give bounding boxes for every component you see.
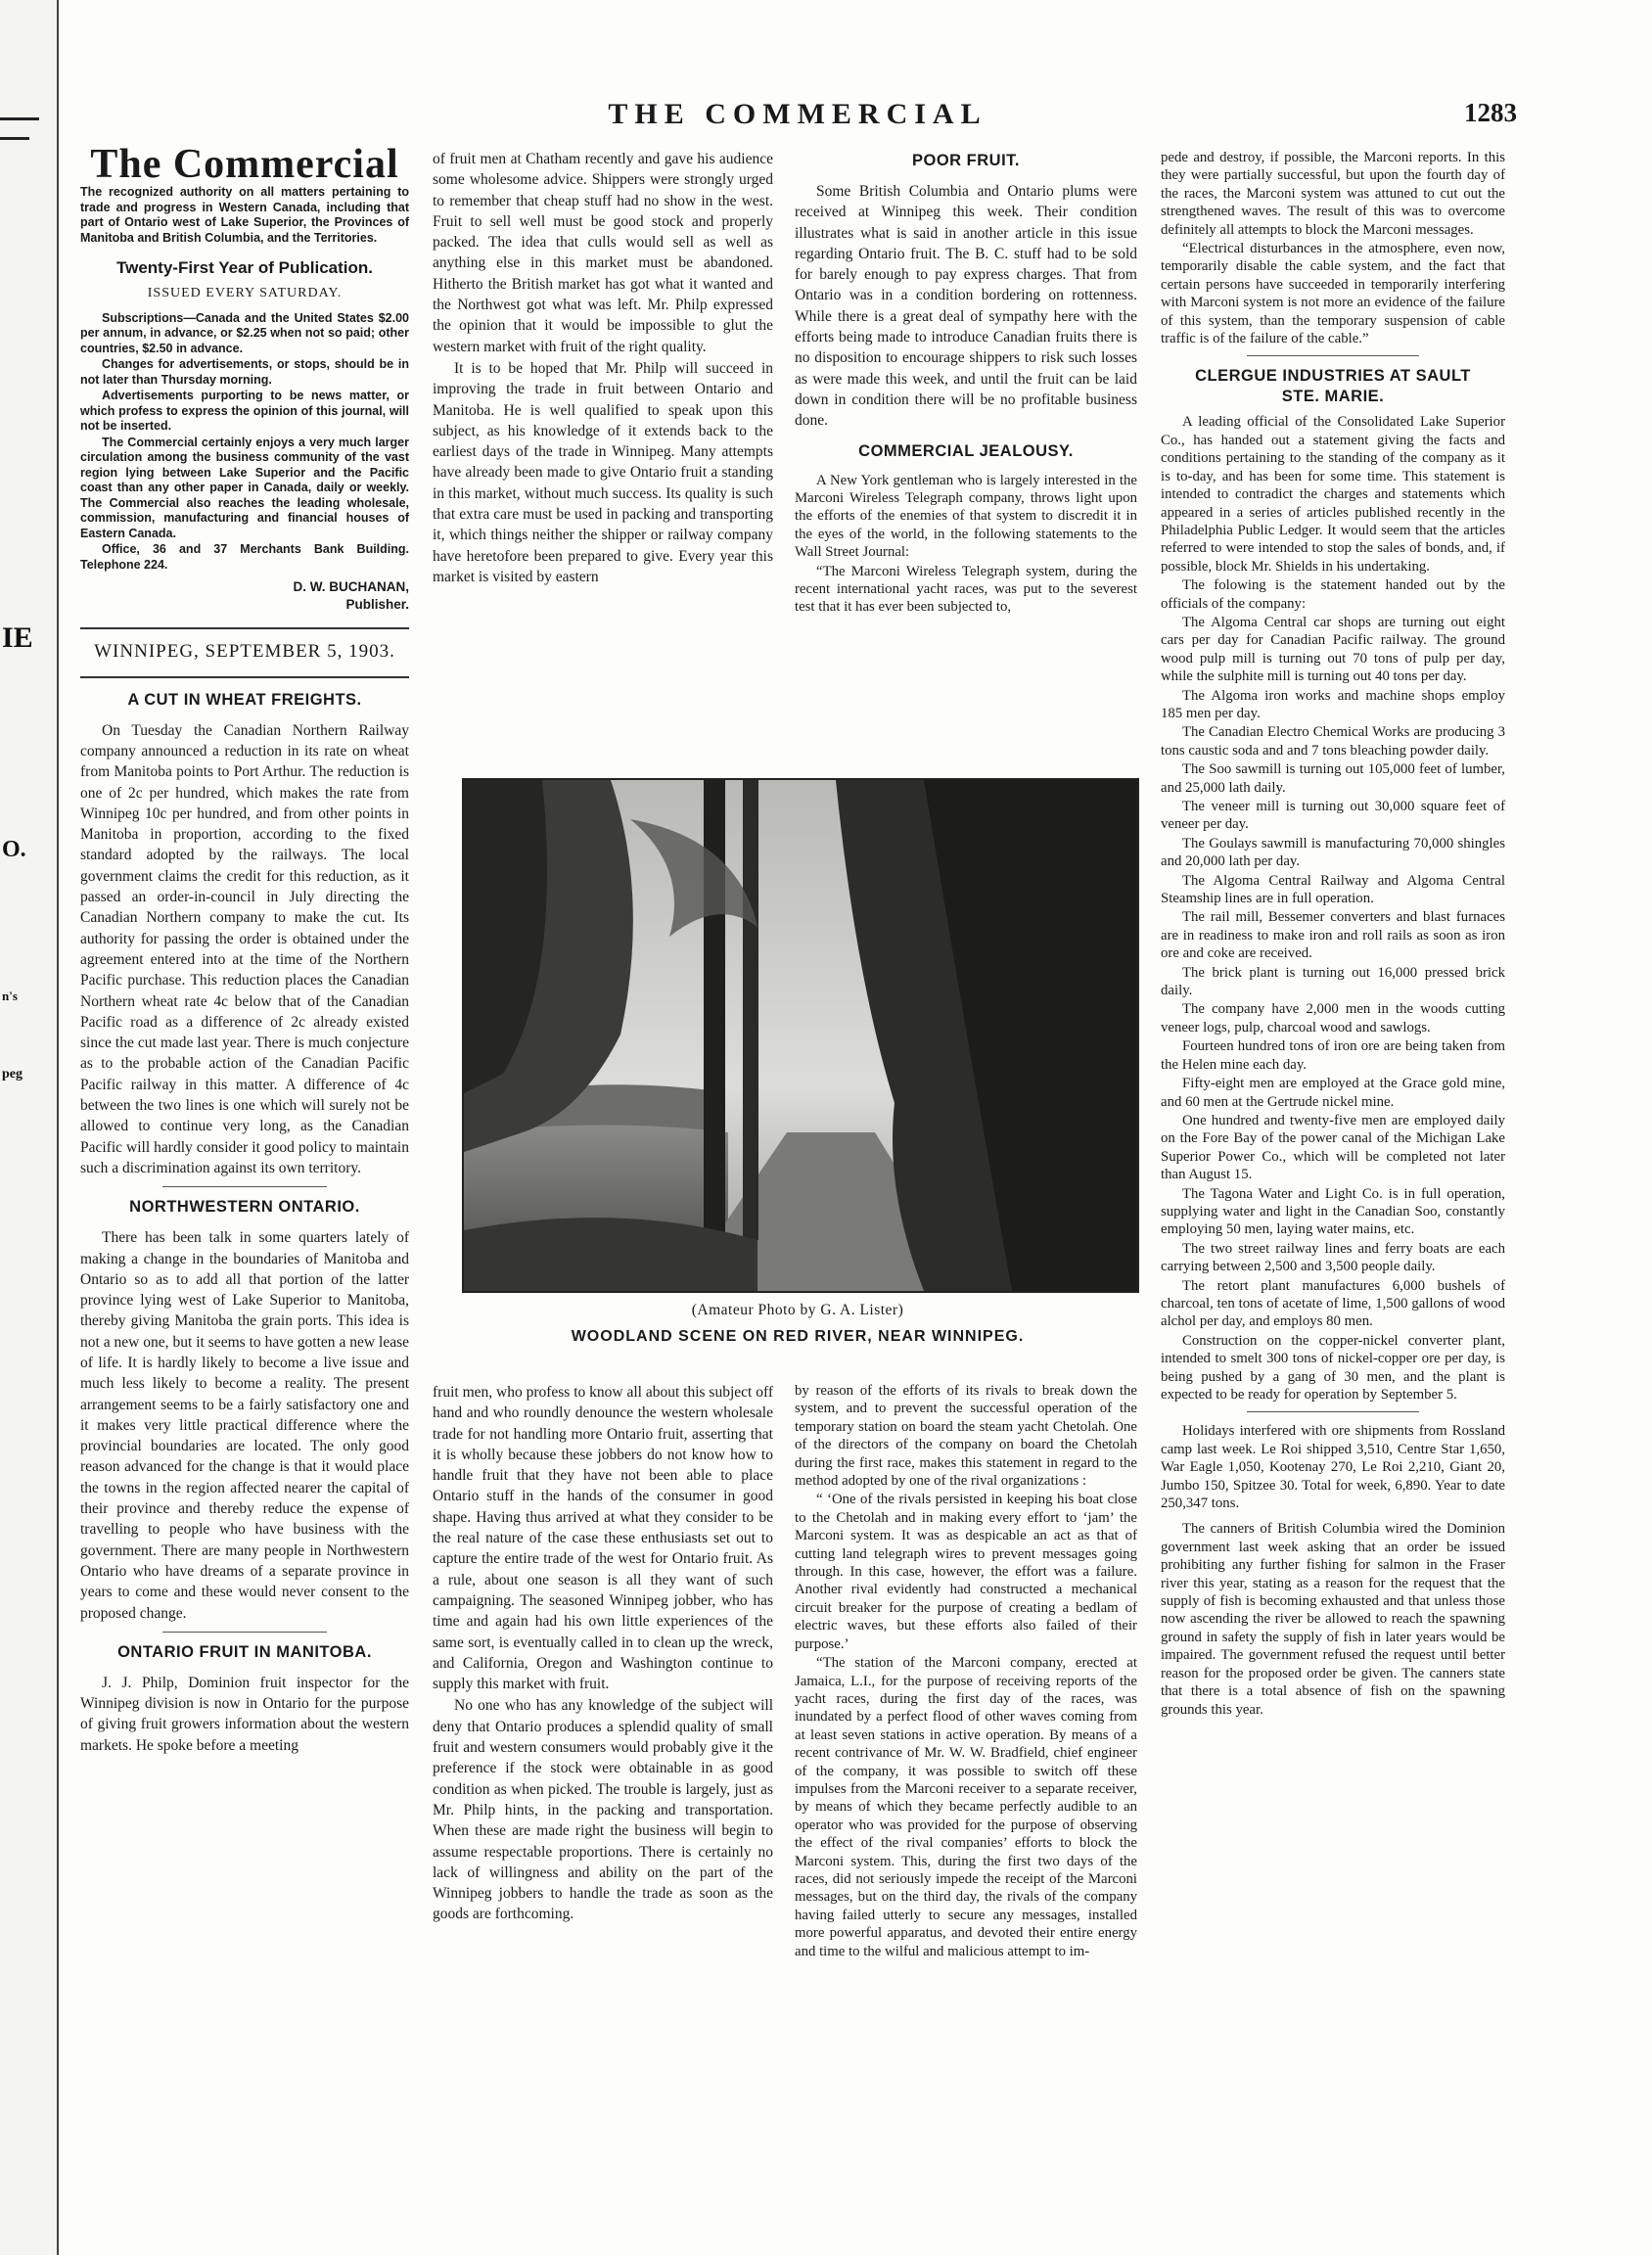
column-4 xyxy=(1161,149,1505,1719)
publication-year: Twenty-First Year of Publication. xyxy=(116,258,373,278)
article-paragraph: “The station of the Marconi company, erected at Jamaica, L.I., for the purpose of receiving reports of the yacht races, during the first day of the races, was inundated by a perfect flood of other waves coming from at least seven stations in active operation. By means of a recent contrivance of Mr. W. W. Bradfield, chief engineer of the company, it was possible to switch off these impulses from the Marconi receiver to a separate receiver, by means of which they became perfectly audible to an operator who was provided for the purpose of observing the effect of the rival companies’ efforts to block the Marconi system. This, during the first two days of the races, did not seriously impede the receipt of the Marconi messages, but on the third day, the rivals of the company having failed utterly to secure any messages, installed more powerful apparatus, and devoted their entire energy and time to the wilful and malicious attempt to im- xyxy=(795,1655,1137,1959)
article-paragraph: pede and destroy, if possible, the Marconi reports. In this they were partially successful, but upon the fourth day of the races, the Marconi system was attuned to cut out the strengthened waves. The result of this was to overcome definitely all attempts to block the Marconi messages. xyxy=(1161,150,1505,238)
edge-fragment: n's xyxy=(2,989,18,1003)
article-paragraph: The rail mill, Bessemer converters and blast furnaces are in readiness to make iron and roll rails as soon as iron ore and coke are received. xyxy=(1161,909,1505,962)
column-1 xyxy=(80,142,409,1756)
article-paragraph: The Algoma Central Railway and Algoma Central Steamship lines are in full operation. xyxy=(1161,872,1505,907)
changes-note: Changes for advertisements, or stops, should be in not later than Thursday morning. xyxy=(80,357,409,387)
section-rule xyxy=(80,627,409,629)
article-heading: A CUT IN WHEAT FREIGHTS. xyxy=(127,690,362,709)
running-head xyxy=(78,98,1517,137)
photo-credit: (Amateur Photo by G. A. Lister) xyxy=(691,1302,904,1318)
subscriptions-note: Subscriptions—Canada and the United States $2.00 per annum, in advance, or $2.25 when not so paid; other countries, $2.50 in advance. xyxy=(80,310,409,355)
column-3-bottom xyxy=(795,1382,1137,1960)
publisher-title: Publisher. xyxy=(345,597,409,613)
article-paragraph: The veneer mill is turning out 30,000 square feet of veneer per day. xyxy=(1161,799,1505,833)
edge-fragment: O. xyxy=(2,837,26,862)
article-paragraph: “Electrical disturbances in the atmosphere, even now, temporarily disable the cable system, and the fact that certain persons have succeeded in temporarily interfering with Marconi system is not more an evidence of the failure of this system, than the temporary suspension of cable traffic is of the failure of the cable.” xyxy=(1161,241,1505,347)
article-paragraph: The canners of British Columbia wired the Dominion government last week asking that an order be issued prohibiting any further fishing for salmon in the Fraser river this year, stating as a reason for the request that the supply of fish is becoming exhausted and that unless those now ascending the river be allowed to reach the spawning ground in safety the supply of fish in later years would be impaired. The government refused the request until better reason for the proposed order be given. The canners state that there is a total absence of fish on the spawning grounds this year. xyxy=(1161,1521,1505,1718)
article-divider xyxy=(1247,355,1419,356)
article-paragraph: There has been talk in some quarters lately of making a change in the boundaries of Manitoba and Ontario so as to add all that portion of the latter province lying west of Lake Superior to Manitoba, thereby giving Manitoba the grain ports. This idea is not a new one, but it seems to have gotten a new lease of life. It is hardly likely to become a live issue and much less likely to become a reality. The present arrangement seems to be a fairly satisfactory one and it makes very little practical difference where the provincial boundaries are located. The only good reason advanced for the change is that it would place the towns in the region affected nearer the capital of their province and thereby reduce the expense of travelling to people who have business with the government. There are many people in Northwestern Ontario who have dreams of a separate province in years to come and these would never consent to the proposed change. xyxy=(80,1229,409,1622)
edge-rule xyxy=(0,117,39,120)
article-paragraph: “ ‘One of the rivals persisted in keeping his boat close to the Chetolah and in making every effort to ‘jam’ the Marconi system. It was as despicable an act as that of cutting land telegraph wires to prevent messages going through. In this case, however, the effort was a failure. Another rival evidently had constructed a mechanical circuit breaker for the purpose of creating a bedlam of electric waves, but these efforts also failed of their purpose.’ xyxy=(795,1492,1137,1652)
article-paragraph: A leading official of the Consolidated Lake Superior Co., has handed out a statement giving the facts and conditions pertaining to the standing of the company as it is to-day, and has been for some time. This statement is intended to contradict the charges and statements which appeared in a series of articles published recently in the Philadelphia Public Ledger. It would seem that the articles referred to were intended to stop the sales of bonds, and, if possible, block Mr. Shields in his undertaking. xyxy=(1161,414,1505,575)
article-paragraph: Fourteen hundred tons of iron ore are being taken from the Helen mine each day. xyxy=(1161,1038,1505,1073)
office-note: Office, 36 and 37 Merchants Bank Building. Telephone 224. xyxy=(80,542,409,572)
article-paragraph: The brick plant is turning out 16,000 pressed brick daily. xyxy=(1161,964,1505,999)
column-2-bottom xyxy=(433,1382,773,1925)
article-paragraph: fruit men, who profess to know all about this subject off hand and who roundly denounce the western wholesale trade for not handling more Ontario fruit, asserting that it is wholly because these jobbers do not know how to handle fruit that they have not been able to place Ontario stuff in the hands of the consumer in good shape. Having thus arrived at what they consider to be the real nature of the case these enthusiasts set out to capture the entire trade of the west for Ontario fruit. As a rule, about one season is all they want of such campaigning. The seasoned Winnipeg jobber, who has time and again had his own little experiences of the same sort, is eventually called in to clean up the wreck, and California, Oregon and Washington continue to supply this market with fruit. xyxy=(433,1384,773,1693)
article-paragraph: Holidays interfered with ore shipments from Rossland camp last week. Le Roi shipped 3,510, Centre Star 1,650, War Eagle 1,050, Kootenay 270, Le Roi 2,210, Giant 20, Jumbo 150, Spitzee 30. Total for week, 6,890. Year to date 250,347 tons. xyxy=(1161,1423,1505,1512)
article-paragraph: The Soo sawmill is turning out 105,000 feet of lumber, and 25,000 lath daily. xyxy=(1161,761,1505,796)
column-2-top xyxy=(433,149,773,587)
circulation-note: The Commercial certainly enjoys a very much larger circulation among the business community of the vast region lying between Lake Superior and the Pacific coast than any other paper in Canada, daily or weekly. The Commercial also reaches the leading wholesale, commission, manufacturing and financial houses of Eastern Canada. xyxy=(80,435,409,540)
woodland-photo xyxy=(462,778,1139,1293)
article-paragraph: Construction on the copper-nickel converter plant, intended to smelt 300 tons of nickel-copper ore per day, is being pushed by a gang of 30 men, and the plant is expected to be ready for operation by September 5. xyxy=(1161,1332,1505,1403)
publisher-signature xyxy=(80,578,409,614)
article-heading: POOR FRUIT. xyxy=(911,152,1020,169)
advertisements-note: Advertisements purporting to be news matter, or which profess to express the opinion of this journal, will not be inserted. xyxy=(80,389,409,434)
article-paragraph: The company have 2,000 men in the woods cutting veneer logs, pulp, charcoal wood and sawlogs. xyxy=(1161,1001,1505,1035)
photo-caption: WOODLAND SCENE ON RED RIVER, NEAR WINNIPEG. xyxy=(571,1328,1025,1345)
article-paragraph: J. J. Philp, Dominion fruit inspector for the Winnipeg division is now in Ontario for the purpose of giving fruit growers information about the western markets. He spoke before a meeting xyxy=(80,1674,409,1754)
article-paragraph: A New York gentleman who is largely interested in the Marconi Wireless Telegraph company, throws light upon the efforts of the enemies of that system to discredit it in the eyes of the world, in the following statements to the Wall Street Journal: xyxy=(795,472,1137,561)
masthead-title: The Commercial xyxy=(90,142,399,187)
article-heading: NORTHWESTERN ONTARIO. xyxy=(129,1198,360,1217)
article-paragraph: The Algoma iron works and machine shops employ 185 men per day. xyxy=(1161,687,1505,721)
adjacent-page-edge xyxy=(0,0,59,2255)
article-paragraph: Some British Columbia and Ontario plums were received at Winnipeg this week. Their condition illustrates what is said in another article in this issue regarding Ontario fruit. The B. C. stuff had to be sold for barely enough to pay express charges. That from Ontario was in a condition bordering on rottenness. While there is a great deal of sympathy here with the efforts being made to introduce Canadian fruits there is no disposition to encourage shippers to risk such losses as were made this week, and until the fruit can be laid down in condition there will be no profitable business done. xyxy=(795,183,1137,430)
column-3-top xyxy=(795,149,1137,617)
article-paragraph: Fifty-eight men are employed at the Grace gold mine, and 60 men at the Gertrude nickel mine. xyxy=(1161,1076,1505,1110)
article-divider xyxy=(1247,1411,1419,1412)
article-paragraph: The folowing is the statement handed out by the officials of the company: xyxy=(1161,577,1505,612)
heading-line: STE. MARIE. xyxy=(1281,388,1385,406)
article-paragraph: “The Marconi Wireless Telegraph system, during the recent international yacht races, was put to the severest test that it has ever been subjected to, xyxy=(795,563,1137,616)
article-heading: ONTARIO FRUIT IN MANITOBA. xyxy=(117,1642,372,1661)
article-paragraph: The retort plant manufactures 6,000 bushels of charcoal, ten tons of acetate of lime, 1,500 gallons of wood alchol per day, and employs 80 men. xyxy=(1161,1277,1505,1330)
dateline: WINNIPEG, SEPTEMBER 5, 1903. xyxy=(94,641,395,663)
article-paragraph: The Goulays sawmill is manufacturing 70,000 shingles and 20,000 lath per day. xyxy=(1161,835,1505,870)
photo-block xyxy=(431,778,1165,1365)
article-paragraph: of fruit men at Chatham recently and gave his audience some wholesome advice. Shippers were strongly urged to remember that cheap stuff had no show in the west. Fruit to sell well must be good stock and properly packed. The idea that culls would sell as well as anything else in this market must be abandoned. Hitherto the British market has got what it wanted and the Northwest got what was left. Mr. Philp expressed the opinion that it would be impossible to glut the western market with fruit of the right quality. xyxy=(433,151,773,355)
running-title: THE COMMERCIAL xyxy=(608,98,987,130)
heading-line: CLERGUE INDUSTRIES AT SAULT xyxy=(1195,367,1471,386)
article-paragraph: On Tuesday the Canadian Northern Railway company announced a reduction in its rate on wheat from Manitoba points to Port Arthur. The reduction is one of 2c per hundred, which makes the rate from Winnipeg 10c per hundred, and from other points in Manitoba in proportion, according to the fixed standard adopted by the railways. The local government claims the credit for this reduction, as it passed an order-in-council in July directing the Canadian Northern company to make the cut. Its authority for passing the order is obtained under the agreement entered into at the time of the Northern Pacific purchase. This reduction places the Canadian Northern wheat rate 4c below that of the Canadian Pacific road as a difference of 2c already existed since the cut made last year. There is much conjecture as to the probable action of the Canadian Pacific Pacific railway in this matter. A difference of 4c between the two lines is one which will surely not be allowed to continue very long, as the Canadian Pacific will hardly consider it good policy to maintain such a discrimination against its own territory. xyxy=(80,721,409,1176)
article-paragraph: The Tagona Water and Light Co. is in full operation, supplying water and light in the Canadian Soo, constantly employing 50 men, laying water mains, etc. xyxy=(1161,1185,1505,1238)
article-divider xyxy=(162,1632,327,1633)
woodland-photo-image xyxy=(464,780,1137,1291)
issue-frequency: ISSUED EVERY SATURDAY. xyxy=(147,285,343,300)
article-paragraph: The two street railway lines and ferry boats are each carrying between 2,500 and 3,500 people daily. xyxy=(1161,1240,1505,1275)
article-paragraph: One hundred and twenty-five men are employed daily on the Fore Bay of the power canal of the Michigan Lake Superior Power Co., which will be completed not later than August 15. xyxy=(1161,1112,1505,1183)
article-paragraph: The Algoma Central car shops are turning out eight cars per day for Canadian Pacific railway. The ground wood pulp mill is turning out 70 tons of pulp per day, while the sulphite mill is turning out 40 tons per day. xyxy=(1161,614,1505,685)
article-heading: COMMERCIAL JEALOUSY. xyxy=(858,441,1074,460)
page-number: 1283 xyxy=(1464,98,1517,127)
edge-fragment: peg xyxy=(2,1067,23,1081)
article-divider xyxy=(162,1186,327,1187)
article-paragraph: by reason of the efforts of its rivals to break down the system, and to prevent the successful operation of the temporary station on board the steam yacht Chetolah. One of the directors of the company on board the Chetolah during the first race, makes this statement in regard to the method adopted by one of the rival organizations : xyxy=(795,1383,1137,1490)
section-rule xyxy=(80,676,409,678)
article-paragraph: The Canadian Electro Chemical Works are producing 3 tons caustic soda and and 7 tons bleaching powder daily. xyxy=(1161,724,1505,759)
edge-fragment: IE xyxy=(2,621,33,654)
article-paragraph: No one who has any knowledge of the subject will deny that Ontario produces a splendid quality of small fruit and western consumers would probably give it the preference if the stock were obtainable in as good condition as when picked. The trouble is largely, just as Mr. Philp hints, in the packing and transportation. When these are made right the business will begin to assume respectable proportions. There is certainly no lack of willingness and ability on the part of the Winnipeg jobbers to handle the trade as soon as the goods are forthcoming. xyxy=(433,1697,773,1923)
publisher-name: D. W. BUCHANAN, xyxy=(293,579,409,595)
edge-rule xyxy=(0,137,29,140)
article-heading xyxy=(1161,366,1505,407)
masthead-blurb: The recognized authority on all matters pertaining to trade and progress in Western Canada, including that part of Ontario west of Lake Superior, the Provinces of Manitoba and British Columbia, and the Territories. xyxy=(80,185,409,245)
article-paragraph: It is to be hoped that Mr. Philp will succeed in improving the trade in fruit between Ontario and Manitoba. He is well qualified to speak upon this subject, as his knowledge of it extends back to the earliest days of the trade in Winnipeg. Many attempts have already been made to give Ontario fruit a standing in this market, without much success. Its quality is such that extra care must be used in packing and transporting it, which things neither the shipper or railway company have heretofore been prepared to give. Every year this market is visited by eastern xyxy=(433,359,773,585)
